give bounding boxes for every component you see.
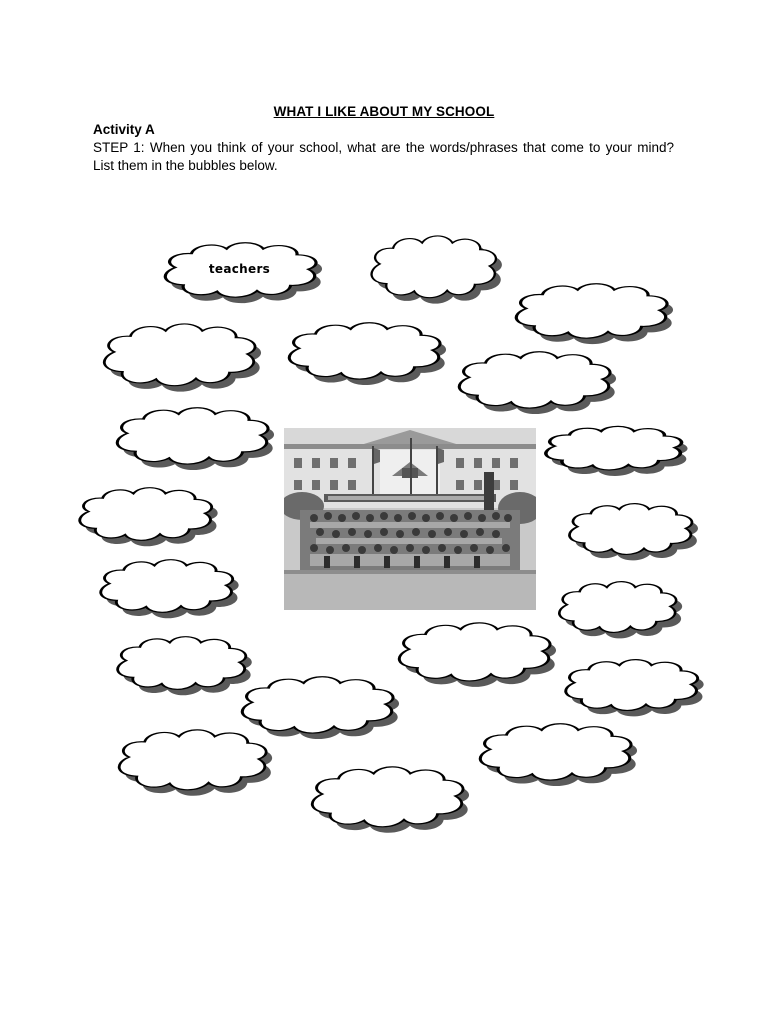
school-group-photo <box>284 428 536 610</box>
thought-bubble[interactable] <box>399 623 556 687</box>
thought-bubble[interactable] <box>101 560 239 619</box>
thought-bubble[interactable] <box>516 284 673 344</box>
thought-bubble[interactable] <box>119 730 272 796</box>
thought-bubble[interactable] <box>289 323 446 385</box>
thought-bubble[interactable] <box>80 488 218 547</box>
thought-bubble[interactable] <box>117 408 274 470</box>
page-title: WHAT I LIKE ABOUT MY SCHOOL <box>273 104 495 119</box>
thought-bubble[interactable] <box>372 236 502 304</box>
activity-heading: Activity A <box>93 122 155 137</box>
thought-bubble[interactable] <box>569 504 697 561</box>
thought-bubble[interactable] <box>118 637 252 696</box>
thought-bubble[interactable] <box>480 724 637 786</box>
instructions-text: STEP 1: When you think of your school, what are the words/phrases that come to your mind? List them in the bubbles below. <box>93 140 674 173</box>
bubble-label[interactable]: teachers <box>190 257 289 281</box>
thought-bubble[interactable] <box>459 352 616 414</box>
thought-bubble[interactable] <box>559 582 682 639</box>
thought-bubble[interactable] <box>242 677 399 739</box>
thought-bubble[interactable] <box>566 660 704 717</box>
thought-bubble[interactable] <box>104 324 261 392</box>
thought-bubble[interactable] <box>546 426 688 476</box>
thought-bubble[interactable] <box>312 767 469 833</box>
